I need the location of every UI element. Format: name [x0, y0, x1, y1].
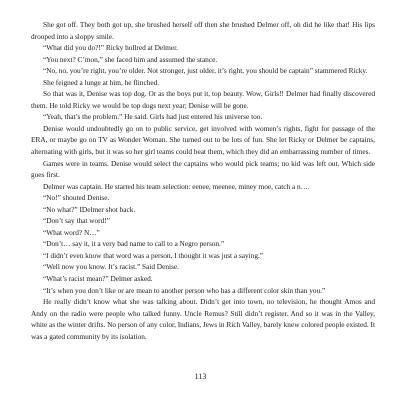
paragraph: “What’s racist mean?” Delmer asked. [43, 274, 153, 284]
paragraph: So that was it, Denise was top dog. Or as the boys put it, top beauty. Wow, Girls!! Delmer had finally discovered them. He told Ricky we would be top dogs next year; Denise will be gone. [31, 89, 375, 110]
body-text [31, 19, 375, 342]
paragraph: “No what?” IDelmer shot back. [43, 204, 136, 214]
paragraph: “Don’t say that word!” [43, 216, 110, 226]
paragraph: “No, no, you’re right, you’re older. Not stronger, just older, it’s right, you should be captain” stammered Ricky. [43, 66, 368, 76]
paragraph: “Well now you know. It’s racist.” Said Denise. [43, 262, 179, 272]
paragraph: She feigned a lunge at him, he flinched. [43, 77, 160, 87]
paragraph: “What word? N…” [43, 227, 100, 237]
paragraph: Games were in teams. Denise would select the captains who would pick teams; no kid was left out. Which side goes first. [31, 158, 375, 180]
paragraph: She got off. They both got up, she brushed herself off then she brushed Delmer off, oh did he like that! His lips drooped into a sloppy smile. [31, 20, 375, 41]
page-number: 113 [194, 372, 207, 381]
paragraph: He really didn’t know what she was talking about. Didn’t get into town, no television, he thought Amos and Andy on the radio were people who talked funny. Uncle Remus? Still didn’t register. And so it was in the Valley, white as the winter drifts. No person of any color, Indians, Jews in Rich Valley, barely knew colored people existed. It was a gated community by its isolation. [31, 297, 376, 341]
paragraph: “Don’t… say it, it a very bad name to call to a Negro person.” [43, 239, 225, 249]
paragraph: “What did you do?!” Ricky hollred at Delmer. [43, 43, 178, 53]
paragraph: “No!” shouted Denise. [43, 193, 110, 203]
paragraph: “You next? C’mon,” she faced him and assumed the stance. [43, 54, 218, 64]
paragraph: Delmer was captain. He started his team selection: eenee, meenee, miney moe, catch a n…. [43, 181, 310, 191]
paragraph: “I didn’t even know that word was a person, I thought it was just a saying.” [43, 250, 264, 260]
paragraph: Denise would undoubtedly go on to public service, get involved with women’s rights, fight for passage of the ERA, or maybe go on TV as Wonder Woman. She turned out to be lots of fun. She let Ricky or Delmer be captains, alternating with girls, but it was so her girl teams could beat them, which they did an embarrassing number of times. [31, 123, 375, 157]
paragraph: “It’s when you don’t like or are mean to another person who has a different color skin than you.” [43, 285, 326, 295]
paragraph: “Yeah, that’s the problem.” He said. Girls had just entered his universe too. [43, 112, 263, 122]
